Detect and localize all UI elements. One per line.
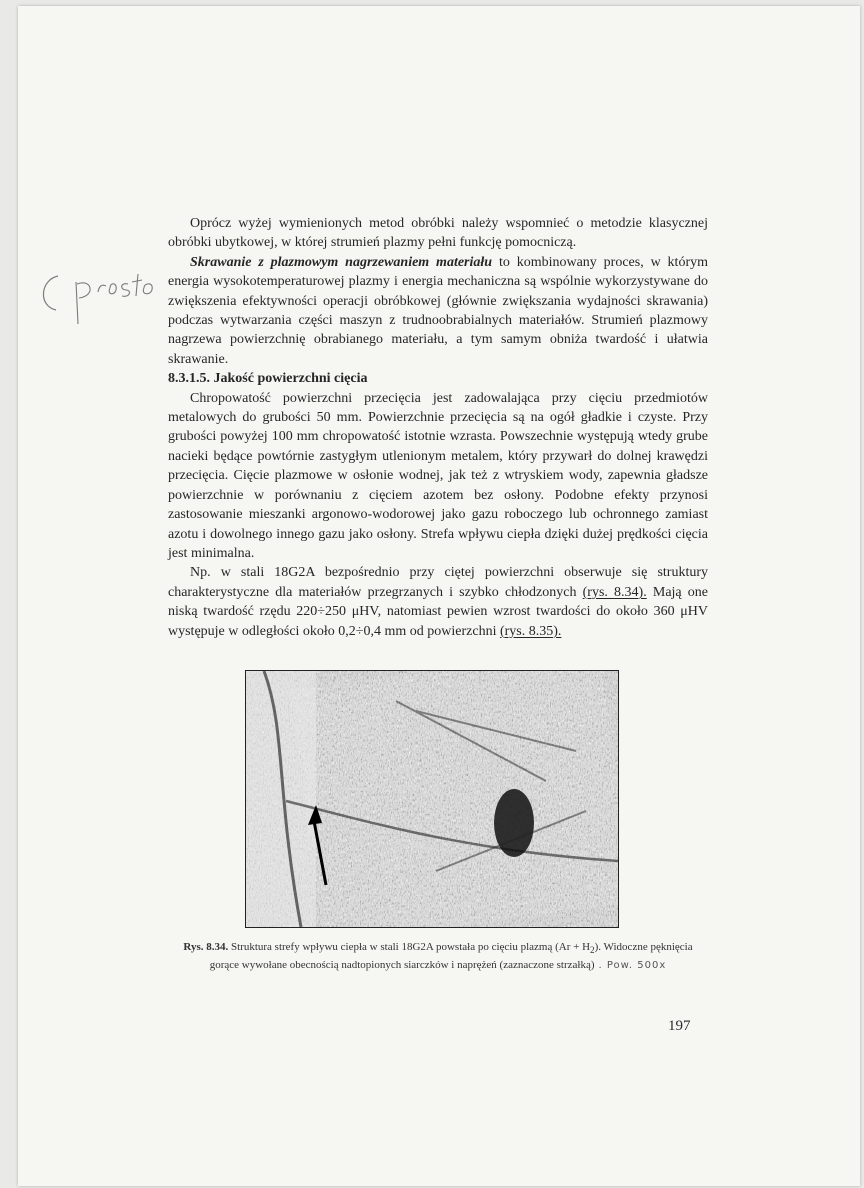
paragraph-surface-quality: Chropowatość powierzchni przecięcia jest zadowalająca przy cięciu przedmiotów metalowych do grubości 50 mm. Powierzchnie przecięcia są na ogół gładkie i czyste. Przy grubości powyżej 100 mm chropowatość istotnie wzrasta. Powszechnie występują wtedy grube nacieki będące powtórnie zastygłym utlenionym metalem, który przywarł do dolnej krawędzi przecięcia. Cięcie plazmowe w osłonie wodnej, jak też z wtryskiem wody, zapewnia gładsze powierzchnie w porównaniu z cięciem azotem bez osłony. Podobne efekty przynosi zastosowanie mieszanki argonowo-wodorowej jako gazu roboczego lub ochronnego zamiast azotu i dowolnego innego gazu jako osłony. Strefa wpływu ciepła dzięki dużej prędkości cięcia jest minimalna. [168,390,708,561]
caption-text: Struktura strefy wpływu ciepła w stali 18G2A powstała po cięciu plazmą (Ar + H [228,941,591,953]
micrograph-image [246,671,618,927]
page-number: 197 [668,1018,691,1034]
emphasized-term: Skrawanie z plazmowym nagrzewaniem materiału [190,254,493,270]
paragraph-steel-text-a: Np. w stali 18G2A bezpośrednio przy ciętej powierzchni obserwuje się struktury charakterystyczne dla materiałów przegrzanych i szybko chłodzonych [168,565,708,600]
figure-reference-834: (rys. 8.34). [582,584,647,600]
margin-handwritten-note [36,262,166,332]
figure-reference-835: (rys. 8.35). [499,623,562,639]
paragraph-intro: Oprócz wyżej wymienionych metod obróbki należy wspomnieć o metodzie klasycznej obróbki ubytkowej, w której strumień plazmy pełni funkcję pomocniczą. [168,216,708,251]
caption-handwritten-note: . Pow. 500x [598,960,667,972]
handwriting-scribble-icon [36,262,166,332]
main-text-block [168,214,708,641]
caption-text-end: ). Widoczne pęknięcia gorące wywołane obecnością nadtopionych siarczków i naprężeń (zaznaczone strzałką) [209,941,693,972]
paragraph-plasma-machining-text: to kombinowany proces, w którym energia wysokotemperaturowej plazmy i energia mechaniczna są wspólnie wykorzystywane do zwiększenia efektywności operacji obróbkowej (głównie zwiększania wydajności skrawania) podczas wytwarzania części maszyn z trudnoobrabialnych materiałów. Strumień plazmowy nagrzewa powierzchnię obrabianego materiału, a tym samym obniża twardość i ułatwia skrawanie. [168,254,708,367]
section-heading: 8.3.1.5. Jakość powierzchni cięcia [168,371,368,387]
paragraph-plasma-machining [168,253,708,369]
paragraph-steel-structure [168,563,708,641]
figure-caption [168,940,708,973]
caption-subscript: 2 [590,945,595,956]
micrograph-figure [245,670,619,928]
paragraph-steel-text-b: Mają one niską twardość rzędu 220÷250 μHV, natomiast pewien wzrost twardości do około 360 μHV występuje w odległości około 0,2÷0,4 mm od powierzchni [168,584,709,639]
caption-label: Rys. 8.34. [183,941,229,953]
